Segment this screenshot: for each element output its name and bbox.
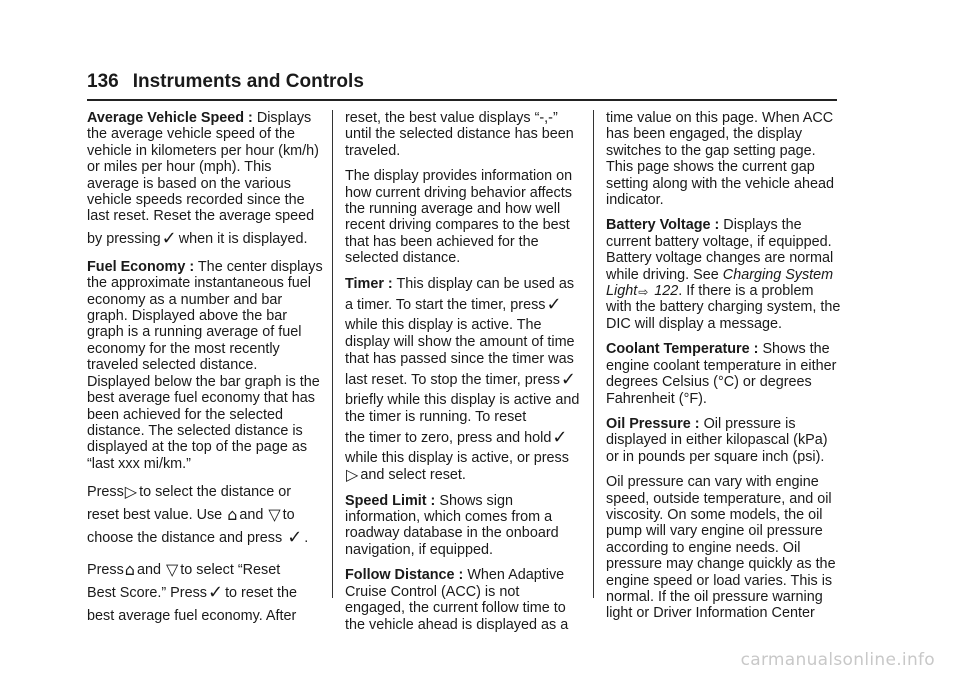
body-text: When Adaptive Cruise Control (ACC) is not engaged, the current follow time to the vehicle ahead is displayed as a xyxy=(345,567,569,633)
body-text: The center displays the approximate instantaneous fuel economy as a number and bar graph. Displayed above the bar graph is a running average of fuel economy for the most recently traveled selected distance. Displayed below the bar graph is the best average fuel economy that has been achieved for the selected distance. The selected distance is displayed at the top of the page as “last xxx mi/km.” xyxy=(87,258,323,472)
term-average-speed: Average Vehicle Speed : xyxy=(87,110,253,126)
body-text: to select the distance or xyxy=(139,484,292,501)
body-text: and xyxy=(136,562,161,579)
term-oil-pressure: Oil Pressure : xyxy=(606,415,700,432)
triangle-right-icon: ▷ xyxy=(124,482,138,502)
body-text: when it is displayed. xyxy=(178,230,308,247)
arc-up-icon: ⌂ xyxy=(227,505,238,525)
page-header xyxy=(87,70,837,94)
page-number: 136 xyxy=(87,71,119,92)
text-column-1 xyxy=(87,110,323,637)
check-icon: ✓ xyxy=(287,527,303,549)
body-text: a timer. To start the timer, press xyxy=(345,296,546,313)
header-rule xyxy=(87,99,837,101)
paragraph-battery-voltage xyxy=(606,217,842,332)
body-text: Best Score.” Press xyxy=(87,585,207,602)
triangle-right-icon: ▷ xyxy=(346,464,359,484)
term-follow-distance: Follow Distance : xyxy=(345,567,464,584)
text-column-2 xyxy=(345,110,581,642)
paragraph-speed-limit xyxy=(345,493,581,559)
paragraph-acc-cont: time value on this page. When ACC has been engaged, the display switches to the gap setting page. This page shows the current gap setting along with the vehicle ahead indicator. xyxy=(606,110,835,209)
triangle-down-icon: ▽ xyxy=(268,505,281,525)
watermark: carmanualsonline.info xyxy=(740,650,935,670)
body-text: to xyxy=(282,507,295,524)
check-icon: ✓ xyxy=(552,426,568,448)
paragraph-fuel-economy xyxy=(87,259,323,472)
term-timer: Timer : xyxy=(345,275,393,292)
body-text: Displays the current battery voltage, if equipped. Battery voltage changes are normal while driving. See xyxy=(606,217,834,283)
triangle-down-icon: ▽ xyxy=(165,560,179,580)
check-icon: ✓ xyxy=(207,582,224,604)
arc-up-icon: ⌂ xyxy=(124,560,135,580)
check-icon: ✓ xyxy=(560,368,576,390)
body-text: to select “Reset xyxy=(180,562,281,579)
paragraph-timer xyxy=(345,276,581,484)
body-text: best average fuel economy. After xyxy=(87,608,297,625)
body-text: while this display is active. The display will show the amount of time that has passed since the timer was xyxy=(345,316,575,367)
body-text: to reset the xyxy=(225,585,298,602)
body-text: briefly while this display is active and the timer is running. To reset xyxy=(345,391,580,425)
check-icon: ✓ xyxy=(546,293,562,315)
paragraph-reset-cont: reset, the best value displays “-,-” until the selected distance has been traveled. xyxy=(345,110,574,159)
body-text: choose the distance and press xyxy=(87,530,283,547)
body-text: Press xyxy=(87,484,124,501)
body-text: and xyxy=(239,507,264,524)
body-text: This display can be used as xyxy=(392,275,575,292)
body-text: Displays the average vehicle speed of the vehicle in kilometers per hour (km/h) or miles per hour (mph). This average is based on the various vehicle speeds recorded since the last reset. Reset the average speed xyxy=(87,110,319,225)
section-title: Instruments and Controls xyxy=(132,71,364,92)
term-speed-limit: Speed Limit : xyxy=(345,492,436,509)
body-text: Press xyxy=(87,562,124,579)
text-column-3 xyxy=(606,110,842,631)
body-text: and select reset. xyxy=(360,466,466,483)
body-text: reset best value. Use xyxy=(87,507,223,524)
body-text: Shows sign information, which comes from a roadway database in the onboard navigation, if equipped. xyxy=(345,492,559,558)
charging-system-link[interactable]: Charging System Light xyxy=(606,266,834,300)
page-reference[interactable]: 122 xyxy=(650,283,679,300)
body-text: Shows the engine coolant temperature in either degrees Celsius (°C) or degrees Fahrenheit (°F). xyxy=(606,341,837,407)
paragraph-oil-pressure-detail: Oil pressure can vary with engine speed, outside temperature, and oil viscosity. On some models, the oil pump will vary engine oil pressure according to engine needs. Oil pressure may change quickly as the engine speed or load varies. This is normal. If the oil pressure warning light or Driver Information Center xyxy=(606,474,836,622)
paragraph-display-info: The display provides information on how current driving behavior affects the running average and how well recent driving compares to the best that has been achieved for the selected distance. xyxy=(345,168,573,267)
term-fuel-economy: Fuel Economy : xyxy=(87,258,195,275)
term-battery-voltage: Battery Voltage : xyxy=(606,217,720,234)
arrow-right-icon: ⇨ xyxy=(638,285,649,300)
paragraph-average-speed xyxy=(87,110,323,225)
paragraph-average-speed-cont xyxy=(87,228,323,250)
column-divider-1 xyxy=(332,110,333,598)
body-text: last reset. To stop the timer, press xyxy=(345,371,560,388)
paragraph-oil-pressure xyxy=(606,416,842,465)
body-text: the timer to zero, press and hold xyxy=(345,429,552,446)
body-text: Oil pressure is displayed in either kilopascal (kPa) or in pounds per square inch (psi). xyxy=(606,415,828,465)
paragraph-reset-best xyxy=(87,559,323,628)
body-text: . If there is a problem with the battery charging system, the DIC will display a message. xyxy=(606,283,841,332)
paragraph-coolant xyxy=(606,341,842,407)
body-text: while this display is active, or press xyxy=(345,449,569,466)
body-text: by pressing xyxy=(87,230,161,247)
term-coolant-temperature: Coolant Temperature : xyxy=(606,341,759,358)
column-divider-2 xyxy=(593,110,594,598)
check-icon: ✓ xyxy=(161,227,177,249)
paragraph-follow-distance xyxy=(345,567,581,633)
paragraph-fuel-controls xyxy=(87,481,323,550)
body-text: . xyxy=(304,530,309,547)
